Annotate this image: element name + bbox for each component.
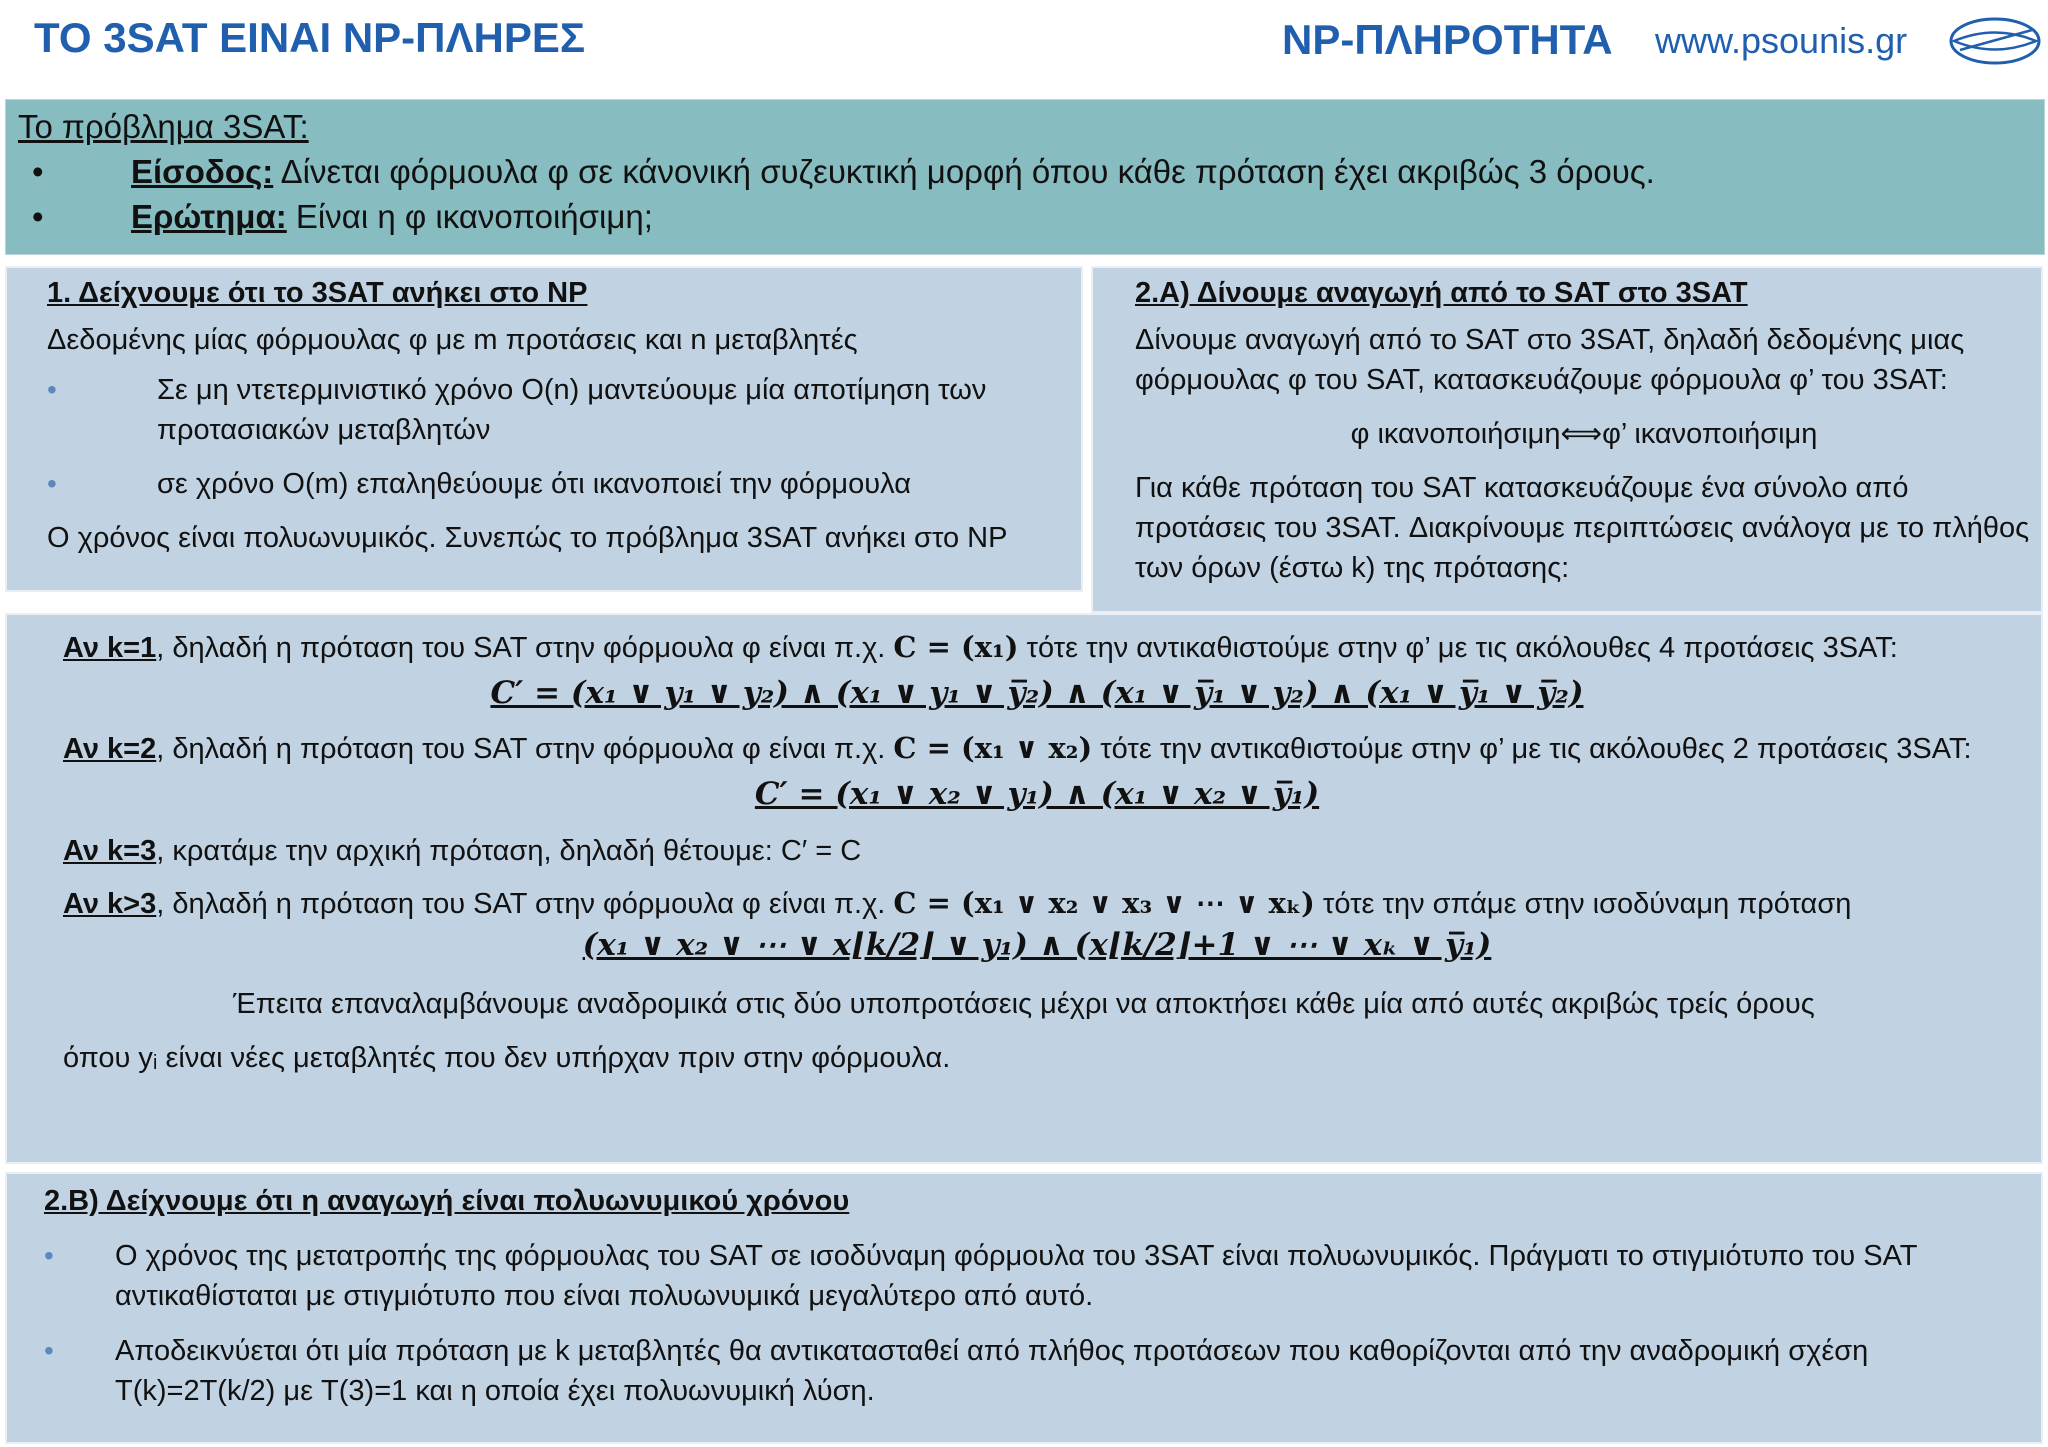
question-label: Ερώτημα: bbox=[131, 198, 287, 235]
list-item: • Αποδεικνύεται ότι μία πρόταση με k μεταβλητές θα αντικατασταθεί από πλήθος προτάσεων που καθορίζονται από την αναδρομική σχέση T(k)=2T(k/2) με T(3)=1 και η οποία έχει πολυωνυμική λύση. bbox=[44, 1331, 2021, 1411]
np-section-title: 1. Δείχνουμε ότι το 3SAT ανήκει στο NP bbox=[47, 277, 588, 309]
list-item: • Σε μη ντετερμινιστικό χρόνο O(n) μαντεύουμε μία αποτίμηση των προτασιακών μεταβλητών bbox=[47, 370, 1061, 450]
bullet: • bbox=[47, 468, 57, 499]
input-text: Δίνεται φόρμουλα φ σε κάνονική συζευκτική μορφή όπου κάθε πρόταση έχει ακριβώς 3 όρους. bbox=[273, 153, 1655, 190]
section-title: NP-ΠΛΗΡΟΤΗΤΑ bbox=[1282, 16, 1613, 63]
reduction-cases-intro: Για κάθε πρόταση του SAT κατασκευάζουμε ένα σύνολο από προτάσεις του 3SAT. Διακρίνουμε περιπτώσεις ανάλογα με το πλήθος των όρων (έστω k) της πρότασης: bbox=[1135, 472, 2030, 584]
bullet: • bbox=[32, 198, 44, 235]
formula-k2: C′ = (x₁ ∨ x₂ ∨ y₁) ∧ (x₁ ∨ x₂ ∨ y̅₁) bbox=[754, 776, 1320, 812]
list-item: • Ο χρόνος της μετατροπής της φόρμουλας του SAT σε ισοδύναμη φόρμουλα του 3SAT είναι πολυωνυμικός. Πράγματι το στιγμιότυπο του SAT αντικαθίσταται με στιγμιότυπο που είναι πολυωνυμικά μεγαλύτερο από αυτό. bbox=[44, 1236, 2021, 1316]
recursive-step: Έπειτα επαναλαμβάνουμε αναδρομικά στις δύο υποπροτάσεις μέχρι να αποκτήσει κάθε μία από αυτές ακριβώς τρείς όρους bbox=[233, 988, 1815, 1020]
reduction-title: 2.Α) Δίνουμε αναγωγή από το SAT στο 3SAT bbox=[1135, 277, 1748, 309]
case-k1: Αν k=1, δηλαδή η πρόταση του SAT στην φόρμουλα φ είναι π.χ. C = (x₁) τότε την αντικαθιστούμε στην φ’ με τις ακόλουθες 4 προτάσεις 3SAT: bbox=[63, 630, 1898, 664]
formula-k4: (x₁ ∨ x₂ ∨ ⋯ ∨ x⌊k/2⌋ ∨ y₁) ∧ (x⌊k/2⌋+1 ∨ ⋯ ∨ xₖ ∨ y̅₁) bbox=[582, 927, 1492, 963]
bullet: • bbox=[44, 1240, 54, 1271]
case-k3: Αν k=3, κρατάμε την αρχική πρόταση, δηλαδή θέτουμε: C′ = C bbox=[63, 835, 862, 867]
bullet: • bbox=[47, 374, 57, 405]
formula-k1: C′ = (x₁ ∨ y₁ ∨ y₂) ∧ (x₁ ∨ y₁ ∨ y̅₂) ∧ (x₁ ∨ y̅₁ ∨ y₂) ∧ (x₁ ∨ y̅₁ ∨ y̅₂) bbox=[490, 675, 1584, 711]
cases-panel bbox=[5, 613, 2043, 1164]
problem-input bbox=[18, 149, 2032, 194]
new-variables-note: όπου yᵢ είναι νέες μεταβλητές που δεν υπήρχαν πριν στην φόρμουλα. bbox=[63, 1042, 951, 1074]
bullet: • bbox=[32, 153, 44, 190]
page-title: ΤΟ 3SAT ΕΙΝΑΙ NP-ΠΛΗΡΕΣ bbox=[34, 14, 586, 61]
reduction-panel bbox=[1091, 266, 2043, 613]
problem-definition bbox=[5, 99, 2045, 255]
poly-section-title: 2.Β) Δείχνουμε ότι η αναγωγή είναι πολυωνυμικού χρόνου bbox=[44, 1185, 850, 1217]
case-k4: Αν k>3, δηλαδή η πρόταση του SAT στην φόρμουλα φ είναι π.χ. C = (x₁ ∨ x₂ ∨ x₃ ∨ ⋯ ∨ xₖ) τότε την σπάμε στην ισοδύναμη πρόταση bbox=[63, 886, 1852, 920]
question-text: Είναι η φ ικανοποιήσιμη; bbox=[286, 198, 653, 235]
input-label: Είσοδος: bbox=[131, 153, 274, 190]
site-link[interactable]: www.psounis.gr bbox=[1655, 20, 1908, 61]
case-k2: Αν k=2, δηλαδή η πρόταση του SAT στην φόρμουλα φ είναι π.χ. C = (x₁ ∨ x₂) τότε την αντικαθιστούμε στην φ’ με τις ακόλουθες 2 προτάσεις 3SAT: bbox=[63, 731, 1972, 765]
bullet: • bbox=[44, 1335, 54, 1366]
polynomial-time-panel bbox=[5, 1172, 2043, 1444]
np-intro: Δεδομένης μίας φόρμουλας φ με m προτάσεις και n μεταβλητές bbox=[47, 324, 858, 356]
problem-question bbox=[18, 194, 2032, 239]
equivalence: φ ικανοποιήσιμη⟺φ’ ικανοποιήσιμη bbox=[1350, 418, 1818, 450]
np-conclusion: Ο χρόνος είναι πολυωνυμικός. Συνεπώς το πρόβλημα 3SAT ανήκει στο NP bbox=[47, 522, 1008, 554]
list-item: • σε χρόνο O(m) επαληθεύουμε ότι ικανοποιεί την φόρμουλα bbox=[47, 464, 1061, 504]
reduction-text: Δίνουμε αναγωγή από το SAT στο 3SAT, δηλαδή δεδομένης μιας φόρμουλας φ του SAT, κατασκευάζουμε φόρμουλα φ’ του 3SAT: bbox=[1135, 324, 1965, 396]
eye-logo-icon bbox=[1948, 14, 2042, 68]
problem-heading: Το πρόβλημα 3SAT: bbox=[18, 108, 309, 145]
np-membership-panel bbox=[5, 266, 1083, 592]
